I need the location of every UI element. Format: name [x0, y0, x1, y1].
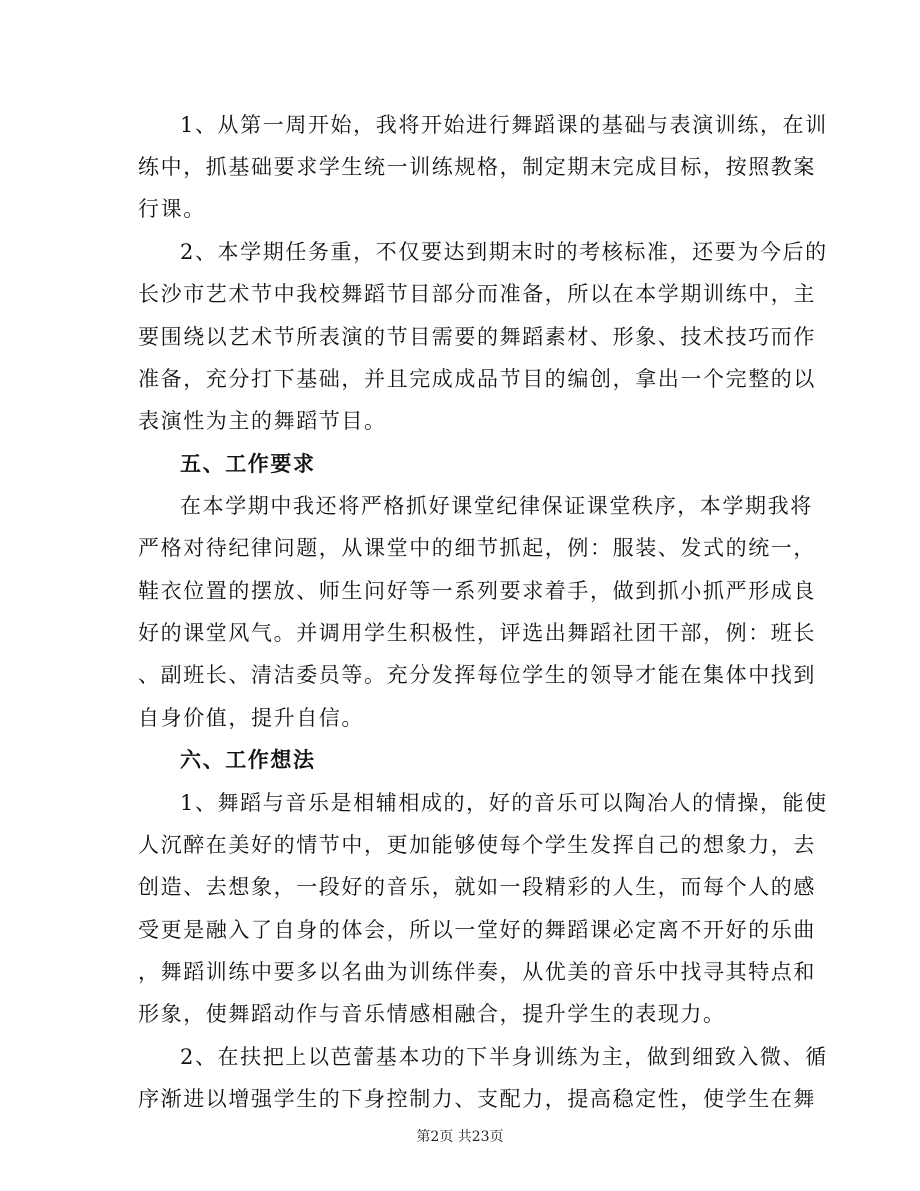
- paragraph-line: 自身价值，提升自信。: [138, 706, 364, 730]
- paragraph-line: 行课。: [138, 197, 206, 221]
- paragraph-line: 准备，充分打下基础，并且完成成品节目的编创，拿出一个完整的以: [138, 367, 816, 391]
- paragraph-line: 人沉醉在美好的情节中，更加能够使每个学生发挥自己的想象力，去: [138, 833, 816, 857]
- section-heading: 六、工作想法: [180, 747, 316, 772]
- paragraph-line: 鞋衣位置的摆放、师生问好等一系列要求着手，做到抓小抓严形成良: [138, 579, 816, 603]
- paragraph-line: 2、本学期任务重，不仅要达到期末时的考核标准，还要为今后的: [180, 240, 828, 264]
- page-number-footer: 第2页 共23页: [416, 1129, 504, 1145]
- paragraph-line: 2、在扶把上以芭蕾基本功的下半身训练为主，做到细致入微、循: [180, 1045, 828, 1069]
- paragraph-line: 表演性为主的舞蹈节目。: [138, 409, 387, 433]
- paragraph-line: 1、舞蹈与音乐是相辅相成的，好的音乐可以陶冶人的情操，能使: [180, 791, 828, 815]
- paragraph-line: 练中，抓基础要求学生统一训练规格，制定期末完成目标，按照教案: [138, 155, 816, 179]
- paragraph-line: ，舞蹈训练中要多以名曲为训练伴奏，从优美的音乐中找寻其特点和: [138, 960, 816, 984]
- paragraph-line: 创造、去想象，一段好的音乐，就如一段精彩的人生，而每个人的感: [138, 875, 816, 899]
- paragraph-line: 、副班长、清洁委员等。充分发挥每位学生的领导才能在集体中找到: [138, 663, 816, 687]
- paragraph-line: 形象，使舞蹈动作与音乐情感相融合，提升学生的表现力。: [138, 1002, 726, 1026]
- paragraph-line: 严格对待纪律问题，从课堂中的细节抓起，例：服装、发式的统一，: [138, 536, 816, 560]
- paragraph-line: 1、从第一周开始，我将开始进行舞蹈课的基础与表演训练，在训: [180, 113, 828, 137]
- section-heading: 五、工作要求: [180, 451, 316, 476]
- paragraph-line: 序渐进以增强学生的下身控制力、支配力，提高稳定性，使学生在舞: [138, 1087, 816, 1111]
- paragraph-line: 好的课堂风气。并调用学生积极性，评选出舞蹈社团干部，例：班长: [138, 621, 816, 645]
- paragraph-line: 受更是融入了自身的体会，所以一堂好的舞蹈课必定离不开好的乐曲: [138, 918, 816, 942]
- paragraph-line: 在本学期中我还将严格抓好课堂纪律保证课堂秩序，本学期我将: [180, 494, 813, 518]
- paragraph-line: 长沙市艺术节中我校舞蹈节目部分而准备，所以在本学期训练中，主: [138, 282, 816, 306]
- paragraph-line: 要围绕以艺术节所表演的节目需要的舞蹈素材、形象、技术技巧而作: [138, 325, 816, 349]
